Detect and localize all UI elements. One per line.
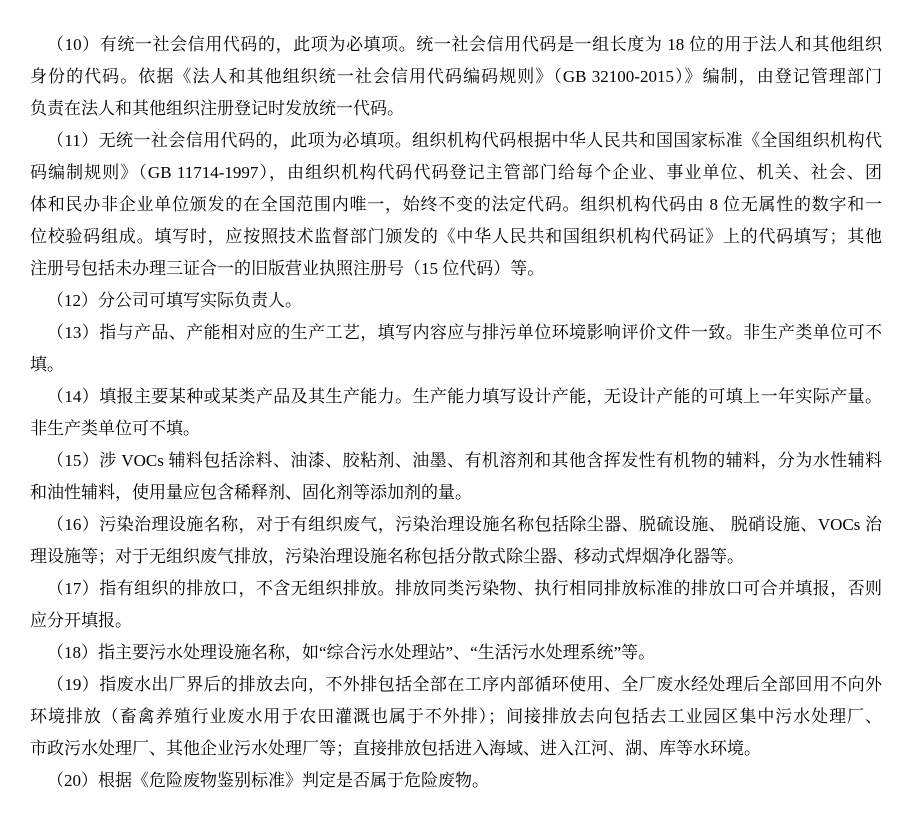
- text-line: 环境排放（畜禽养殖行业废水用于农田灌溉也属于不外排）；间接排放去向包括去工业园区集中污水处理厂、: [30, 707, 882, 726]
- text-line: （14）填报主要某种或某类产品及其生产能力。生产能力填写设计产能，无设计产能的可填上一年实际产量。: [47, 387, 882, 406]
- text-line: 市政污水处理厂、其他企业污水处理厂等；直接排放包括进入海域、进入江河、湖、库等水环境。: [30, 739, 761, 758]
- text-line: （10）有统一社会信用代码的，此项为必填项。统一社会信用代码是一组长度为 18 位的用于法人和其他组织: [47, 35, 882, 54]
- text-line: 填。: [30, 355, 64, 374]
- text-line: （17）指有组织的排放口，不含无组织排放。排放同类污染物、执行相同排放标准的排放口可合并填报，否则: [47, 579, 882, 598]
- text-line: 非生产类单位可不填。: [30, 419, 200, 438]
- text-line: （11）无统一社会信用代码的，此项为必填项。组织机构代码根据中华人民共和国国家标准《全国组织机构代: [47, 131, 882, 150]
- text-line: 体和民办非企业单位颁发的在全国范围内唯一，始终不变的法定代码。组织机构代码由 8 位无属性的数字和一: [30, 195, 882, 214]
- text-line: （13）指与产品、产能相对应的生产工艺，填写内容应与排污单位环境影响评价文件一致。非生产类单位可不: [47, 323, 882, 342]
- text-line: （12）分公司可填写实际负责人。: [47, 291, 302, 310]
- text-line: 负责在法人和其他组织注册登记时发放统一代码。: [30, 99, 404, 118]
- text-line: （19）指废水出厂界后的排放去向，不外排包括全部在工序内部循环使用、全厂废水经处理后全部回用不向外: [47, 675, 882, 694]
- text-line: 身份的代码。依据《法人和其他组织统一社会信用代码编码规则》（GB 32100-2015）》编制，由登记管理部门: [30, 67, 882, 86]
- text-line: （15）涉 VOCs 辅料包括涂料、油漆、胶粘剂、油墨、有机溶剂和其他含挥发性有机物的辅料，分为水性辅料: [47, 451, 882, 470]
- text-line: （20）根据《危险废物鉴别标准》判定是否属于危险废物。: [47, 771, 489, 790]
- text-line: 位校验码组成。填写时，应按照技术监督部门颁发的《中华人民共和国组织机构代码证》上的代码填写；其他: [30, 227, 882, 246]
- text-line: 码编制规则》（GB 11714-1997），由组织机构代码代码登记主管部门给每个企业、事业单位、机关、社会、团: [30, 163, 882, 182]
- text-line: 注册号包括未办理三证合一的旧版营业执照注册号（15 位代码）等。: [30, 259, 545, 278]
- text-line: 应分开填报。: [30, 611, 132, 630]
- text-line: 和油性辅料，使用量应包含稀释剂、固化剂等添加剂的量。: [30, 483, 472, 502]
- text-line: （16）污染治理设施名称，对于有组织废气，污染治理设施名称包括除尘器、脱硫设施、 脱硝设施、VOCs 治: [47, 515, 882, 534]
- text-line: 理设施等；对于无组织废气排放，污染治理设施名称包括分散式除尘器、移动式焊烟净化器等。: [30, 547, 744, 566]
- text-line: （18）指主要污水处理设施名称，如“综合污水处理站”、“生活污水处理系统”等。: [47, 643, 656, 662]
